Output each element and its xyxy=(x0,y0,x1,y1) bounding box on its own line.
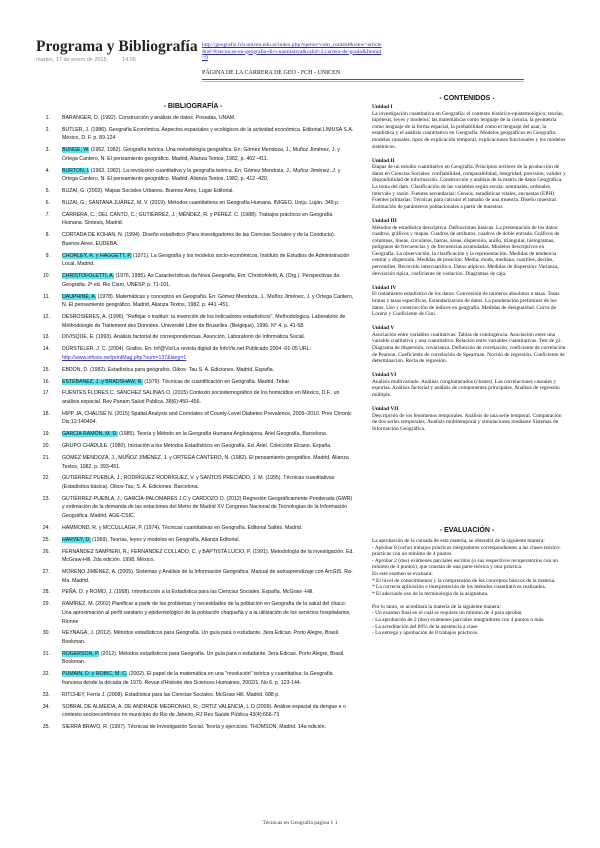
reference-text: (2012). Métodos estadísticos para Geografía. Un guía para o estudante. 3era Edicao. Porto Alegre, Brasil. Bookman. xyxy=(62,650,345,666)
bibliography-item xyxy=(36,442,354,451)
reference-text: DÜRSTELER, J. C. (2004). Grafos. En: Inf@Vis!La revista digital de InfoVis.net Publicado 2004 -01-05 URL: xyxy=(62,346,312,353)
evaluation-paragraph: - Un examen final en el cual se requiere un mínimo de 4 para aprobar. xyxy=(372,610,523,617)
item-number: 4. xyxy=(45,167,50,174)
reference-text: (1971). La Geografía y los modelos socio-económicos, Instituto de Estudios de Administración Local, Madrid. xyxy=(62,252,350,268)
contents-heading: - CONTENIDOS - xyxy=(439,95,495,102)
item-number: 13. xyxy=(42,334,50,341)
unit-title: Unidad I xyxy=(372,104,393,110)
bibliography-item xyxy=(36,723,354,732)
bibliography-list xyxy=(36,114,354,735)
unit-title: Unidad VII xyxy=(372,406,399,413)
reference-text: BUZAI, G.; SANTANA JUÁREZ, M. V. (2019). Métodos cuantitativos en Geografía Humana. INIGEO. Uniju. Luján. 349 p. xyxy=(62,200,340,206)
bibliography-item xyxy=(36,536,354,545)
reference-text: (1978). Matemáticas y conceptos en Geografía. En: Gómez Mendoza, J., Muñoz Jiménez, J. y Ortega Cantero, N. El pensamiento geográfico. Madrid, Alianza Textos, 1982, p. 441 -451. xyxy=(62,293,354,309)
bibliography-item xyxy=(36,293,354,310)
evaluation-paragraph: * El adecuado uso de la terminología de la asignatura. xyxy=(372,590,489,597)
item-number: 14. xyxy=(42,346,50,353)
reference-text: GUTIÉRREZ-PUEBLA, J.; GARCÍA-PALOMARES J.C y CARDOZO O. (2012) Regresión Geográficamente Ponderada (GWR) y estimación de la demanda de las estaciones del Metro de Madrid XV Congreso Nacional de Tecnologías de la Información Geográfica. Madrid, AGE-CSIC. xyxy=(62,495,353,520)
item-number: 18. xyxy=(42,410,50,417)
highlighted-author: ESTÉBANEZ, J. y BRADSHAW, R. xyxy=(62,378,143,385)
reference-text: GUTIÉRREZ PUEBLA, J.; RODRÍGUEZ RODRÍGUEZ, V. y SANTOS PRECIADO, J. M. (1995). Técnicas cuantitativas (Estadística básica). Oikos-Tau, S. A. Ediciones. Barcelona. xyxy=(62,475,335,491)
bibliography-item xyxy=(36,495,354,521)
bibliography-item xyxy=(36,629,354,646)
unit-description: Asociación entre variables cualitativas: Tablas de contingencia. Asociación entre una variable cualitativa y una cuantitativa. Relación entre variables cuantitativas. Test de χ2. Diagrama de dispersión, covarianza. Definición de correlación, coeficiente de correlación de Pearson. Coeficiente de correlación de Spearman. Noción de regresión. Coeficiente de determinación. Recta de regresión. xyxy=(372,331,566,365)
unit-description: El tratamiento estadístico de los datos: Conversión de números absolutos a tasas. Tasas brutas y tasas específicas. Estandarización de datos. La ponderación preliminar de los datos. Uso y construcción de índices en geografía. Medidas de desigualdad. Curva de Lorenz y Coeficiente de Gini. xyxy=(372,291,560,318)
reference-text: EBDON, D. (1982). Estadística para geógrafos. Oikos- Tau S. A. Ediciones. Madrid, España. xyxy=(62,366,275,373)
item-number: 7. xyxy=(45,211,50,218)
reference-text: GRUPO CHADULE. (1980). Iniciación a los Métodos Estadísticos en Geografía. Ed. Ariel. Colección Elcano. España. xyxy=(62,443,332,450)
reference-text: (1979). Técnicas de cuantificación en Geografía. Madrid, Tebar. xyxy=(142,378,291,385)
evaluation-paragraph: * La correcta aplicación e interpretación de los métodos cuantitativos realizados. xyxy=(372,584,547,591)
evaluation-paragraph: * El nivel de conocimientos y la comprensión de los conceptos básicos de la materia. xyxy=(372,577,556,584)
unit-title: Unidad VI xyxy=(372,372,397,379)
post-date: martes, 17 de enero de 2015 xyxy=(36,57,107,63)
reference-text: SOBRAL DE ALMEIDA, A. DE ANDRADE MEDRONHO, R., ORTIZ VALENCIA, L.O (2009). Análise espacial da dengue e o contexto socioeconômico no município do Rio de Janeiro, RJ Rev Saúde Pública 43(4):666-73 xyxy=(62,703,346,719)
reference-text: (1962, 1982). Geografía teórica. Una metodología geográfica. En: Gómez Mendoza, J., Muñoz Jiménez, J. y Ortega Cantero, N. El pensamiento geográfico. Madrid, Alianza Textos, 1982, p. 402 -411. xyxy=(62,147,340,162)
page-footer: Técnicas en Geografía página 1 1 xyxy=(262,820,338,826)
item-number: 9. xyxy=(45,252,50,259)
item-number: 30. xyxy=(42,630,50,637)
bibliography-item xyxy=(36,126,354,143)
item-number: 29. xyxy=(42,601,50,608)
reference-text: RITCHEY, Ferris J. (2008). Estadística para las Ciencias Sociales. McGraw Hill. Madrid. 688 p. xyxy=(62,691,280,698)
item-number: 15. xyxy=(42,366,50,373)
bibliography-item xyxy=(36,670,354,687)
reference-link[interactable]: http://www.infovis.net/printMag.php?num=137&lang=1 xyxy=(62,354,187,361)
bibliography-item xyxy=(36,146,354,163)
reference-text: MORENO JIMÉNEZ, A. (2005). Sistemas y Análisis de la Información Geográfica. Manual de autoaprendizaje con ArcGIS. Ra-Ma. Madrid. xyxy=(62,569,353,584)
item-number: 17. xyxy=(42,390,50,397)
bibliography-item xyxy=(36,650,354,667)
highlighted-author: BURTON, I. xyxy=(62,167,90,174)
reference-text: HAMMOND, R. y MCCULLAGH, P. (1974). Técnicas cuantitativas en Geografía. Editorial Saltés. Madrid. xyxy=(62,524,303,531)
bibliography-item xyxy=(36,430,354,439)
reference-text: (1976, 1985). As Características da Nova Geografia, Em: Christofoletti, A. (Org.). Perspectivas da Geografia. 2ª ed. Rio Claro, UNESP. p. 71-101. xyxy=(62,273,340,288)
item-number: 26. xyxy=(42,548,50,555)
highlighted-author: CHORLEY, R. y HAGGETT, P. xyxy=(62,252,132,259)
item-number: 10. xyxy=(42,273,50,280)
item-number: 16. xyxy=(42,378,50,385)
reference-text: (1969). Teorías, leyes y modelos en Geografía, Alianza Editorial. xyxy=(90,536,240,543)
item-number: 31. xyxy=(42,650,50,657)
item-number: 2. xyxy=(45,126,50,133)
content-unit xyxy=(372,218,567,277)
item-number: 25. xyxy=(42,536,50,543)
highlighted-author: CHRISTOFOLETTI, A. xyxy=(62,273,115,280)
item-number: 34. xyxy=(42,703,50,710)
reference-text: GÓMEZ MENDOZA, J., MUÑOZ JIMÉNEZ, J. y ORTEGA CANTERO, N. (1982). El pensamiento geográfico. Madrid, Alianza Textos, 1982, p. 393-451. xyxy=(62,455,349,470)
item-number: 12. xyxy=(42,314,50,321)
bibliography-item xyxy=(36,272,354,289)
content-unit xyxy=(372,372,567,398)
bibliography-item xyxy=(36,199,354,208)
highlighted-author: BUNGE, W. xyxy=(62,147,90,154)
unit-title: Unidad IV xyxy=(372,284,397,291)
item-number: 1. xyxy=(45,115,50,121)
bibliography-item xyxy=(36,703,354,720)
bibliography-heading: - BIBLIOGRAFÍA - xyxy=(163,103,223,110)
reference-text: RAMÍREZ, M. (2002) Planificar a partir de los problemas y necesidades de la población en Geografía de la salud del chaco: Una aproximación al perfil sanitario y epidemiológico de la población chaqueña y a la utilización de los servicios hospitalarios, Rionne xyxy=(62,601,351,625)
reference-text: DESROSIÈRES, A. (1996). "Refléjar o instituir: la invención de los indicadores estadísticos", Methodologica. Laboratoire de Méthodologie du Traitement des Données. Université Libre de Bruxelles. (Belgique), 1996. N° 4, p. 41-58. xyxy=(62,314,346,329)
bibliography-item xyxy=(36,389,354,406)
highlighted-author: DAUPHINÉ, A. xyxy=(62,293,97,300)
unit-title: Unidad V xyxy=(372,325,395,332)
unit-description: Descripción de los fenómenos temporales. Análisis de una serie temporal. Comparación de dos series temporales. Análisis multitemporal y simulaciones mediante Sistemas de Información Geográfica. xyxy=(372,412,562,432)
bibliography-item xyxy=(36,313,354,330)
item-number: 6. xyxy=(45,200,50,206)
evaluation-paragraph: En este examen se evaluará: xyxy=(372,570,433,577)
reference-text: (1985). Teoría y Método en la Geografía Humana Anglosajona. Ariel Geografía, Barcelona. xyxy=(117,431,328,438)
item-number: 23. xyxy=(42,495,50,502)
page-title: Programa y Bibliografía xyxy=(36,38,198,55)
site-heading: PÁGINA DE LA CARRERA DE GEO - FCH - UNICEN xyxy=(202,70,341,76)
item-number: 22. xyxy=(42,475,50,482)
item-number: 33. xyxy=(42,691,50,698)
content-unit xyxy=(372,104,567,150)
item-number: 27. xyxy=(42,569,50,576)
unit-description: Análisis multivariado. Análisis conglomerados (cluster). Las correlaciones causales y espurias. Análisis factorial y análisis de componentes principales. Análisis de regresión múltiple. xyxy=(372,378,560,399)
evaluation-paragraph: La aprobación de la cursada de esta materia, se obtendrá de la siguiente manera: xyxy=(372,538,545,544)
content-unit xyxy=(372,285,567,318)
reference-text: FUENTES FLORES C, SÁNCHEZ SALINAS O. (2015) Contexto sociodemográfico de los homicidios en México, D.F.: un análisis espacial. Rev Panam Salud Publica. 38(6):450–456. xyxy=(62,390,340,406)
bibliography-item xyxy=(36,167,354,184)
bibliography-item xyxy=(36,691,354,700)
evaluation-paragraph: Por lo tanto, se acreditará la materia de la siguiente manera: xyxy=(372,603,501,610)
bibliography-item xyxy=(36,454,354,471)
item-number: 32. xyxy=(42,671,50,678)
bibliography-item xyxy=(36,252,354,269)
item-number: 28. xyxy=(42,589,50,596)
highlighted-author: ROGERSON, P. xyxy=(62,650,100,657)
reference-text: SIERRA BRAVO, R. (1997). Técnicas de Investigación Social. Teoría y ejercicios. THOMSON, Madrid. 14a edición. xyxy=(62,723,326,730)
reference-text: PEÑA, D. y ROMO, J. (1998). Introducción a la Estadística para las Ciencias Sociales. España, McGraw -Hill. xyxy=(62,589,314,596)
evaluation-heading: - EVALUACIÓN - xyxy=(439,527,495,534)
divider xyxy=(202,81,524,82)
reference-text: BARANGER, D. (1992). Construcción y análisis de datos. Posadas, UNAM. xyxy=(62,115,236,121)
item-number: 8. xyxy=(45,232,50,239)
highlighted-author: HARVEY, D. xyxy=(62,536,91,543)
highlighted-author: GARCÍA RAMÓN, M. D. xyxy=(62,431,118,438)
reference-text: DIVISQUE, E. (1993). Análisis factorial de correspondencias. Asunción, Laboratorio de Informática Social. xyxy=(62,334,306,341)
bibliography-item xyxy=(36,211,354,228)
post-meta xyxy=(36,57,150,63)
item-number: 21. xyxy=(42,455,50,461)
item-number: 11. xyxy=(43,293,50,300)
bibliography-item xyxy=(36,114,354,123)
bibliography-item xyxy=(36,548,354,565)
evaluation-paragraph: - Aprobar 2 (dos) exámenes parciales escritos (o sus respectivos recuperatorios con un mínimo de 4 puntos), que constan de una parte teórica y otra práctica. xyxy=(372,557,558,571)
reference-text: FERNÁNDEZ SAMPIERI, R.; FERNÁNDEZ COLLADO, C. y BAPTISTA LUCIO, P. (1991). Metodología de la investigación. Ed. McGraw-Hill, 2da edición. 1998. México. xyxy=(62,548,354,564)
highlighted-author: PUMAIN, D. y ROBIC, M. C. xyxy=(62,671,128,678)
bibliography-item xyxy=(36,410,354,427)
unit-description: Etapas de un estudio cuantitativo en Geografía. Principios rectores de la producción de datos en Ciencias Sociales: confiabilidad, comparabilidad, integridad, precisión, validez y disponibilidad de información. Construcción y análisis de la matriz de datos Geográfica. La toma del dato. Clasificación de las variables según escala: nominales, ordinales, intervalo y razón. Fuentes secundarias: Censos, estadísticas vitales, encuestas (EPH). Fuentes primarias: Técnicas para calcular el tamaño de una muestra. Diseño muestral. Estimación de parámetros poblacionales a partir de muestras xyxy=(372,164,566,210)
item-number: 24. xyxy=(42,524,50,531)
content-unit xyxy=(372,325,567,365)
contents-units xyxy=(372,104,567,440)
item-number: 35. xyxy=(42,723,50,730)
unit-description: La investigación cuantitativa en Geografía: el contexto histórico-epistemológico; teorías, hipótesis, leyes y modelos; las matemáticas como lenguaje de la ciencia, la geometría como lenguaje de la forma espacial, la probabilidad como el lenguaje del azar, la estadística y el análisis cuantitativo en Geografía. Modelos geográficos en Geografía: modelos causales, tipos de explicación temporal, explicaciones funcionales y los modelos sistémicos. xyxy=(372,110,566,150)
bibliography-item xyxy=(36,378,354,387)
unit-title: Unidad II xyxy=(372,157,395,164)
bibliography-item xyxy=(36,568,354,585)
reference-text: BUTLER, J. (1986). Geografía Económica. Aspectos espaciales y ecológicos de la actividad económica. Editorial LIMUSA S.A. México, D. F. p. 89-124 xyxy=(62,126,354,142)
reference-text: BUZAI, G. (2003). Mapas Sociales Urbanos. Buenos Aires, Lugar Editorial. xyxy=(62,188,234,195)
bibliography-item xyxy=(36,333,354,342)
evaluation-paragraph: - La entrega y aprobación de 8 trabajos prácticos. xyxy=(372,630,479,637)
reference-text: CARRERA, C.; DEL CANTO, C.; GUTIÉRREZ, J.; MÉNDEZ, R. y PÉREZ, C. (1988). Trabajos prácticos en Geografía Humana. Síntesis, Madrid. xyxy=(62,211,333,227)
reference-text: CORTADA DE KOHAN, N. (1994). Diseño estadístico (Para investigadores de las Ciencias Sociales y de la Conducta). Buenos Aires, EUDEBA. xyxy=(62,232,336,247)
bibliography-item xyxy=(36,474,354,491)
reference-text: HIPP JA, CHALISE N. (2015) Spatial Analysis and Correlates of County-Level Diabetes Prevalence, 2009–2010. Prev Chronic Dis;12:140404. xyxy=(62,410,352,426)
bibliography-item xyxy=(36,345,354,362)
item-number: 20. xyxy=(42,443,50,450)
item-number: 19. xyxy=(42,431,50,438)
bibliography-item xyxy=(36,231,354,248)
evaluation-paragraph: - La acreditación del 80% de la asistencia a clase xyxy=(372,623,478,630)
unit-title: Unidad III xyxy=(372,217,397,224)
bibliography-item xyxy=(36,588,354,597)
bibliography-item xyxy=(36,187,354,196)
evaluation-body xyxy=(372,538,567,637)
source-url-link[interactable]: http://geografia.fch.unicen.edu.ar/index.php?option=com_content&view=article&id=8:tecnicas-en-geografia-dir-cuantitativa&catid=2:carrera-de-grado&Itemid=9 xyxy=(202,42,382,62)
unit-description: Métodos de estadística descriptiva. Definiciones básicas. La presentación de los datos: cuadros, gráficos y mapas. Cuadros de atributos, cuadros de doble entrada. Gráficos de columnas, líneas, circulares, barras, áreas, dispersión, anillo, triangular, histogramas, polígonos de frecuencias y de frecuencias acumuladas. Modelos descriptivos en Geografía. La observación, la clasificación y la representación. Medidas de tendencia central y dispersión. Medidas de posición: Media, moda, mediana, cuartiles, deciles, percentiles. Recorrido intercuartílico. Datos atípicos. Medidas de dispersión: Varianza, desviación típica, coeficiente de variación. Diagramas de caja. xyxy=(372,224,560,277)
item-number: 3. xyxy=(45,147,50,154)
bibliography-item xyxy=(36,366,354,375)
bibliography-item xyxy=(36,600,354,626)
reference-text: (1963, 1982). La revolución cuantitativa y la geografía teórica. En: Gómez Mendoza, J., Muñoz Jiménez, J. y Ortega Cantero, N. El pensamiento geográfico. Madrid, Alianza Textos, 1982, p. 412 -420. xyxy=(62,167,341,183)
evaluation-paragraph: - Aprobar 8 (ocho) trabajos prácticos integradores correspondientes a las clases teórico-prácticas con un mínimo de 4 puntos. xyxy=(372,544,561,558)
evaluation-paragraph: - La aprobación de 2 (dos) exámenes parciales integradores con 4 puntos o más. xyxy=(372,617,545,624)
content-unit xyxy=(372,406,567,432)
content-unit xyxy=(372,158,567,211)
post-time: 14:05 xyxy=(122,57,136,63)
reference-text: REYNAGA, J. (2012). Métodos estadísticos para Geografía. Un guía para o estudante. 3era Edicao. Porto Alegre, Brasil. Bookman. xyxy=(62,630,340,645)
reference-text: (2002). El papel de la matemática en una "revolución" teórica y cuantitativa: la Geografía francesa desde la década de 1970. Revue d'Histoire des Sciences Humaines, 2002/1, No 6. p. 123-144. xyxy=(62,671,333,686)
item-number: 5. xyxy=(45,188,50,195)
bibliography-item xyxy=(36,524,354,533)
divider xyxy=(202,79,524,80)
